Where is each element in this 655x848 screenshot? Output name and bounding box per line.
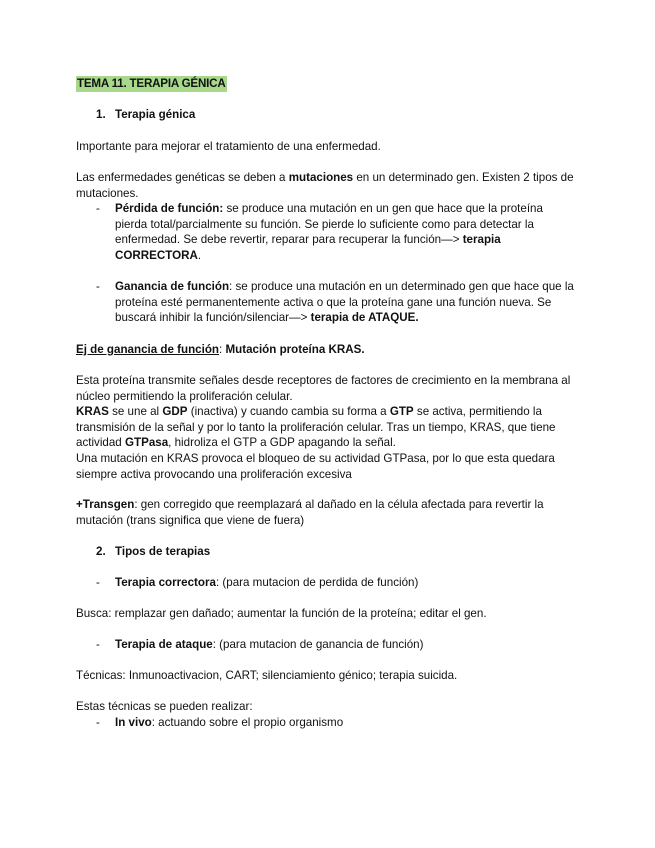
mutations-term: mutaciones — [288, 171, 354, 184]
gtpasa-term: GTPasa — [124, 436, 169, 450]
bullet-dash: - — [96, 576, 100, 589]
section-2-number: 2. — [96, 545, 106, 558]
bullet-dash: - — [96, 202, 100, 215]
realizar-paragraph: Estas técnicas se pueden realizar: — [76, 700, 253, 713]
transgen-paragraph: +Transgen: gen corregido que reemplazará al dañado en la célula afectada para revertir la mutación (trans significa que viene de fuera) — [76, 498, 544, 527]
bullet-dash: - — [96, 638, 100, 651]
kras-term: KRAS — [76, 405, 109, 419]
invivo-term: In vivo — [115, 716, 152, 729]
terapia-correctora-strong: terapia CORRECTORA — [115, 233, 501, 262]
ataque-bullet: Terapia de ataque: (para mutacion de ganancia de función) — [115, 638, 424, 651]
transgen-term: +Transgen — [76, 498, 135, 511]
section-1-heading: Terapia génica — [115, 108, 196, 121]
ganancia-term: Ganancia de función — [115, 280, 230, 293]
bullet-dash: - — [96, 280, 100, 293]
correctora-bullet: Terapia correctora: (para mutacion de perdida de función) — [115, 576, 419, 589]
perdida-bullet: Pérdida de función: se produce una mutación en un gen que hace que la proteína pierda total/parcialmente su función. Se pierde lo suficiente como para detectar la enfermedad. Se debe revertir, reparar para recuperar la función—> terapia CORRECTORA. — [115, 202, 543, 262]
mutations-paragraph: Las enfermedades genéticas se deben a mutaciones en un determinado gen. Existen 2 tipos de mutaciones. — [76, 171, 574, 200]
tecnicas-paragraph: Técnicas: Inmunoactivacion, CART; silenciamiento génico; terapia suicida. — [76, 669, 458, 682]
section-1-number: 1. — [96, 108, 106, 121]
correctora-term: Terapia correctora — [115, 576, 216, 589]
example-underlined: Ej de ganancia de función — [76, 343, 220, 356]
intro-paragraph: Importante para mejorar el tratamiento de una enfermedad. — [76, 140, 381, 153]
example-heading: Ej de ganancia de función: Mutación proteína KRAS. — [76, 343, 365, 356]
section-2-heading: Tipos de terapias — [115, 545, 211, 558]
ataque-term: Terapia de ataque — [115, 638, 213, 651]
kras-line-3: Una mutación en KRAS provoca el bloqueo de su actividad GTPasa, por lo que esta quedara siempre activa provocando una proliferación excesiva — [76, 451, 555, 481]
example-bold: Mutación proteína KRAS. — [225, 343, 365, 356]
bullet-dash: - — [96, 716, 100, 729]
busca-paragraph: Busca: remplazar gen dañado; aumentar la función de la proteína; editar el gen. — [76, 607, 487, 620]
gdp-term: GDP — [162, 405, 188, 419]
gtp-term: GTP — [389, 405, 414, 419]
kras-paragraph: Esta proteína transmite señales desde receptores de factores de crecimiento en la membrana al núcleo permitiendo la proliferación celular. KRAS se une al GDP (inactiva) y cuando cambia su forma a GTP se activa, permitiendo la transmisión de la señal y por lo tanto la proliferación celular. Tras un tiempo, KRAS, que tiene actividad GTPasa, hidroliza el GTP a GDP apagando la señal. Una mutación en KRAS provoca el bloqueo de su actividad GTPasa, por lo que esta quedara siempre activa provocando una proliferación excesiva — [76, 374, 571, 481]
terapia-ataque-strong: terapia de ATAQUE. — [310, 311, 419, 325]
kras-line-1: Esta proteína transmite señales desde receptores de factores de crecimiento en la membrana al núcleo permitiendo la proliferación celular. — [76, 374, 571, 403]
invivo-bullet: In vivo: actuando sobre el propio organismo — [115, 716, 344, 729]
title-line — [76, 76, 576, 92]
page-title: TEMA 11. TERAPIA GÉNICA — [77, 77, 226, 90]
ganancia-bullet: Ganancia de función: se produce una mutación en un determinado gen que hace que la proteína esté permanentemente activa o que la proteína gane una función nueva. Se buscará inhibir la función/silenciar—> terapia de ATAQUE. — [115, 280, 574, 325]
perdida-term: Pérdida de función: — [115, 202, 224, 215]
